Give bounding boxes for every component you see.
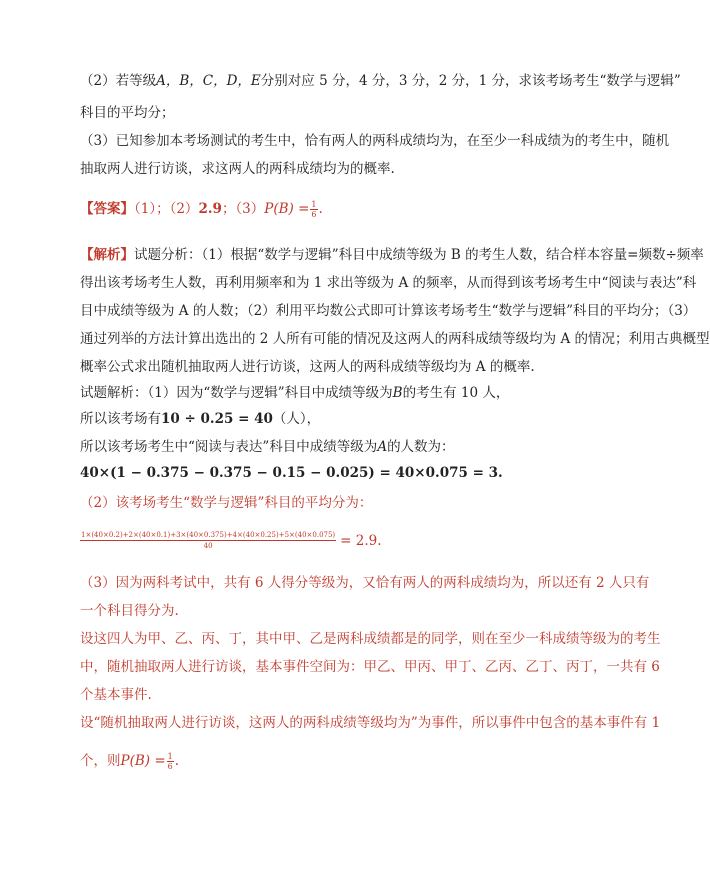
solution-q3-fraction-den: 6	[167, 762, 173, 771]
solution-q3-line-1: （3）因为两科考试中，共有 6 人得分等级为，又恰有两人的两科成绩均为，所以还有 2 人只有	[80, 575, 650, 591]
average-fraction-num: 1×(40×0.2)+2×(40×0.1)+3×(40×0.375)+4×(40×0.25)+5×(40×0.075)	[81, 531, 336, 539]
q2-mid: 分别对应 5 分，4 分，3 分，2 分，1 分，求该考场考生“数学与逻辑”	[260, 73, 681, 89]
q3-line-1: （3）已知参加本考场测试的考生中，恰有两人的两科成绩均为，在至少一科成绩为的考生中，随机	[80, 133, 670, 149]
solution-line-2b: 10 ÷ 0.25 = 40	[161, 411, 273, 427]
answer-part3: ；（3）	[221, 201, 265, 217]
solution-line-1a: 试题解析：（1）因为“数学与逻辑”科目中成绩等级为	[80, 385, 393, 401]
answer-val2: 2.9	[198, 201, 222, 217]
analysis-line-3: 目中成绩等级为 A 的人数；（2）利用平均数公式即可计算该考场考生“数学与逻辑”科目的平均分；（3）	[80, 303, 697, 319]
solution-q3-line-5: 个基本事件.	[80, 687, 152, 703]
average-result: = 2.9.	[340, 532, 382, 549]
solution-q3-fraction	[167, 752, 174, 771]
analysis-line-4: 通过列举的方法计算出选出的 2 人所有可能的情况及这两人的两科成绩等级均为 A 的情况；利用古典概型	[80, 331, 710, 347]
answer-fraction-den: 6	[311, 210, 317, 219]
solution-line-3	[80, 438, 600, 456]
solution-q3-line-6: 设“随机抽取两人进行访谈，这两人的两科成绩等级均为”为事件，所以事件中包含的基本事件有 1	[80, 715, 661, 731]
answer-fraction	[310, 200, 317, 219]
solution-line-3b: A	[377, 439, 388, 455]
answer-end: .	[318, 201, 323, 217]
solution-line-1	[80, 384, 600, 402]
solution-q3-line-7a: 个，则	[80, 753, 121, 769]
solution-q3-line-3: 设这四人为甲、乙、丙、丁，其中甲、乙是两科成绩都是的同学，则在至少一科成绩等级为的考生	[80, 631, 661, 647]
solution-q3-end: .	[174, 753, 180, 769]
solution-line-2c: （人），	[272, 411, 321, 427]
analysis-line-1-text: 试题分析：（1）根据“数学与逻辑”科目中成绩等级为 B 的考生人数，结合样本容量=频数÷频率	[134, 247, 704, 263]
solution-line-1b: B	[392, 385, 403, 401]
average-fraction-den: 40	[203, 542, 213, 550]
solution-q3-fraction-num: 1	[167, 752, 173, 761]
solution-line-3a: 所以该考场考生中“阅读与表达”科目中成绩等级为	[80, 439, 378, 455]
solution-q3-pb: P(B) =	[120, 753, 166, 769]
solution-line-3c: 的人数为：	[387, 439, 455, 455]
solution-q3-line-4: 中，随机抽取两人进行访谈，基本事件空间为：甲乙、甲丙、甲丁、乙丙、乙丁、丙丁，一共有 6	[80, 659, 660, 675]
average-fraction	[80, 530, 336, 551]
answer-part1: （1）；（2）	[134, 201, 199, 217]
q3-line-2: 抽取两人进行访谈，求这两人的两科成绩均为的概率.	[80, 161, 395, 177]
analysis-tag: 【解析】	[80, 247, 134, 263]
answer-fraction-num: 1	[311, 200, 317, 209]
solution-line-2	[80, 410, 600, 428]
solution-line-4: 40×(1 − 0.375 − 0.375 − 0.15 − 0.025) = 40×0.075 = 3.	[80, 465, 503, 481]
answer-line	[80, 200, 600, 219]
q2-line-2: 科目的平均分；	[80, 105, 175, 121]
q2-letters: A，B，C，D，E	[156, 73, 261, 89]
answer-pb: P(B) =	[264, 201, 310, 217]
solution-q3-line-7	[80, 752, 600, 771]
q2-line-1	[80, 72, 681, 90]
solution-line-1c: 的考生有 10 人，	[402, 385, 510, 401]
analysis-line-1	[80, 246, 704, 264]
solution-average-formula	[80, 530, 600, 551]
q2-prefix: （2）若等级	[80, 73, 157, 89]
solution-q3-line-2: 一个科目得分为.	[80, 603, 179, 619]
analysis-line-5: 概率公式求出随机抽取两人进行访谈，这两人的两科成绩等级均为 A 的概率.	[80, 359, 535, 375]
solution-line-2a: 所以该考场有	[80, 411, 161, 427]
answer-tag: 【答案】	[80, 201, 134, 217]
analysis-line-2: 得出该考场考生人数，再利用频率和为 1 求出等级为 A 的频率，从而得到该考场考生中“阅读与表达”科	[80, 275, 697, 291]
solution-q2-line: （2）该考场考生“数学与逻辑”科目的平均分为：	[80, 495, 373, 511]
